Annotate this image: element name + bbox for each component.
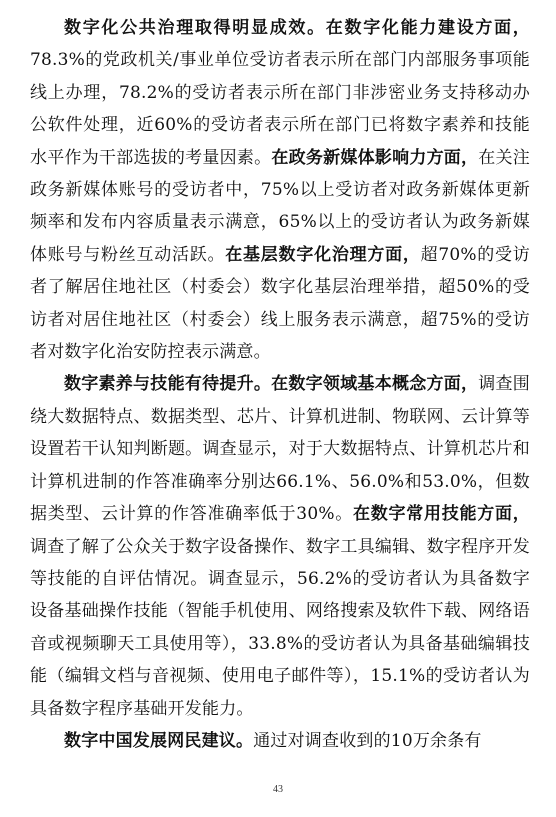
heading-grassroots: 在基层数字化治理方面，	[225, 244, 421, 265]
text-new-media: 在关注政务新媒体账号的受访者中，75%以上受访者对政务新媒体更新频率和发布内容质量表示满意，65%以上的受访者认为政务新媒体账号与粉丝互动活跃。	[30, 147, 530, 265]
text-netizen-suggestions: 通过对调查收到的10万余条有	[253, 730, 482, 751]
paragraph-digital-governance	[30, 12, 530, 368]
heading-digital-governance: 数字化公共治理取得明显成效。在数字化能力建设方面，	[64, 18, 530, 38]
heading-new-media: 在政务新媒体影响力方面，	[271, 147, 479, 168]
paragraph-digital-literacy	[30, 368, 530, 724]
document-body	[30, 12, 530, 757]
text-capability-building: 78.3%的党政机关/事业单位受访者表示所在部门内部服务事项能线上办理，78.2%的受访者表示所在部门非涉密业务支持移动办公软件处理，近60%的受访者表示所在部门已将数字素养和技能水平作为干部选拔的考量因素。	[30, 50, 530, 168]
text-basic-concepts: 调查围绕大数据特点、数据类型、芯片、计算机进制、物联网、云计算等设置若干认知判断题。调查显示，对于大数据特点、计算机芯片和计算机进制的作答准确率分别达66.1%、56.0%和53.0%，但数据类型、云计算的作答准确率低于30%。	[30, 374, 530, 525]
paragraph-netizen-suggestions	[30, 725, 530, 757]
heading-netizen-suggestions: 数字中国发展网民建议。	[64, 730, 254, 751]
heading-digital-literacy: 数字素养与技能有待提升。在数字领域基本概念方面，	[64, 374, 479, 395]
page-number: 43	[273, 784, 283, 795]
heading-common-skills: 在数字常用技能方面，	[353, 504, 531, 525]
text-common-skills: 调查了解了公众关于数字设备操作、数字工具编辑、数字程序开发等技能的自评估情况。调查显示，56.2%的受访者认为具备数字设备基础操作技能（智能手机使用、网络搜索及软件下载、网络语音或视频聊天工具使用等），33.8%的受访者认为具备基础编辑技能（编辑文档与音视频、使用电子邮件等），15.1%的受访者认为具备数字程序基础开发能力。	[30, 536, 530, 719]
text-grassroots: 超70%的受访者了解居住地社区（村委会）数字化基层治理举措，超50%的受访者对居住地社区（村委会）线上服务表示满意，超75%的受访者对数字化治安防控表示满意。	[30, 244, 530, 363]
